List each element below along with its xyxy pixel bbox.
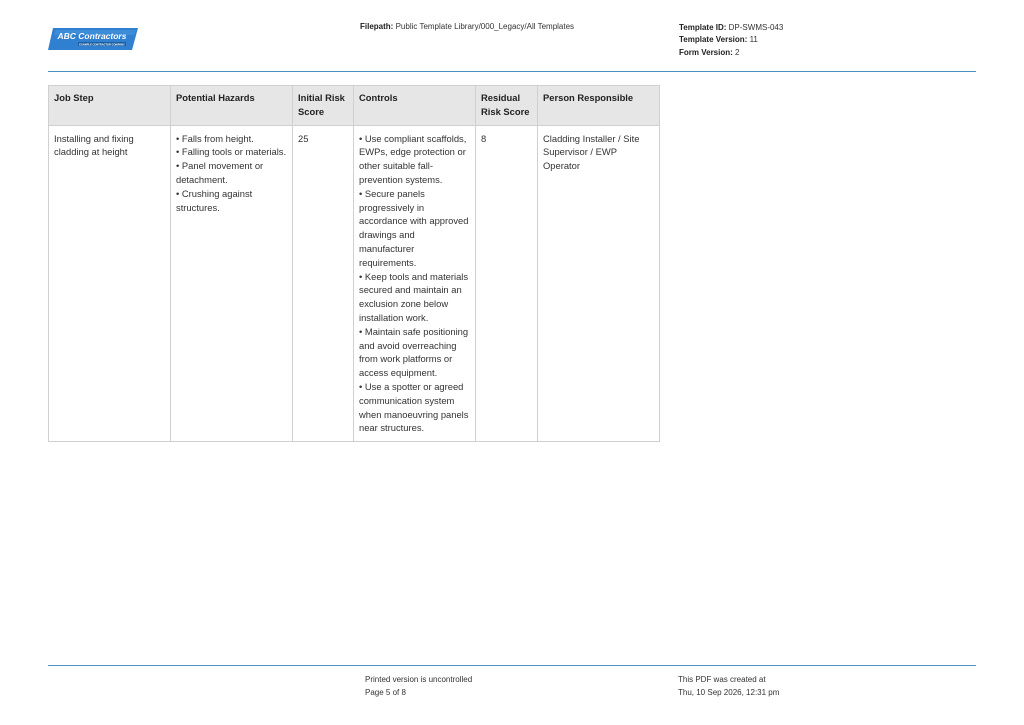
svg-text:EXAMPLE CONTRACTOR COMPANY: EXAMPLE CONTRACTOR COMPANY	[79, 43, 125, 47]
swms-table	[48, 85, 660, 442]
cell-person-responsible: Cladding Installer / Site Supervisor / EWP Operator	[538, 125, 660, 442]
created-timestamp: Thu, 10 Sep 2026, 12:31 pm	[678, 687, 780, 697]
hazard-item: • Falls from height.	[176, 132, 254, 144]
table-row	[49, 125, 660, 442]
header-divider	[48, 71, 976, 72]
col-residual-risk-score: Residual Risk Score	[476, 86, 538, 126]
col-controls: Controls	[354, 86, 476, 126]
footer-right	[678, 674, 779, 699]
filepath: Filepath: Public Template Library/000_Legacy/All Templates	[360, 22, 575, 31]
company-logo	[48, 26, 140, 52]
col-job-step: Job Step	[49, 86, 171, 126]
hazard-item: • Falling tools or materials.	[176, 146, 287, 158]
uncontrolled-notice: Printed version is uncontrolled	[365, 675, 473, 684]
table-header-row	[49, 86, 660, 126]
control-item: • Use compliant scaffolds, EWPs, edge protection or other suitable fall-prevention systems.	[359, 132, 467, 185]
control-item: • Secure panels progressively in accordance with approved drawings and manufacturer requirements.	[359, 187, 469, 268]
form-version: Form Version: 2	[679, 47, 740, 57]
svg-text:ABC Contractors: ABC Contractors	[57, 31, 127, 41]
control-item: • Use a spotter or agreed communication system when manoeuvring panels near structures.	[359, 380, 469, 434]
footer-divider	[48, 665, 976, 666]
col-initial-risk-score: Initial Risk Score	[293, 86, 354, 126]
template-version: Template Version: 11	[679, 35, 758, 45]
footer-center	[365, 674, 472, 699]
hazard-item: • Crushing against structures.	[176, 187, 253, 213]
control-item: • Keep tools and materials secured and maintain an exclusion zone below installation work.	[359, 270, 469, 323]
template-id: Template ID: DP-SWMS-043	[679, 23, 784, 32]
col-potential-hazards: Potential Hazards	[171, 86, 293, 126]
col-person-responsible: Person Responsible	[538, 86, 660, 126]
control-item: • Maintain safe positioning and avoid overreaching from work platforms or access equipment.	[359, 325, 469, 379]
cell-controls	[354, 125, 476, 442]
cell-residual-risk: 8	[476, 125, 538, 442]
page-header	[48, 18, 976, 66]
created-label: This PDF was created at	[678, 675, 766, 684]
cell-job-step: Installing and fixing cladding at height	[49, 125, 171, 442]
cell-initial-risk: 25	[293, 125, 354, 442]
page-number: Page 5 of 8	[365, 687, 406, 697]
template-meta	[679, 22, 783, 59]
cell-hazards	[171, 125, 293, 442]
hazard-item: • Panel movement or detachment.	[176, 160, 264, 185]
